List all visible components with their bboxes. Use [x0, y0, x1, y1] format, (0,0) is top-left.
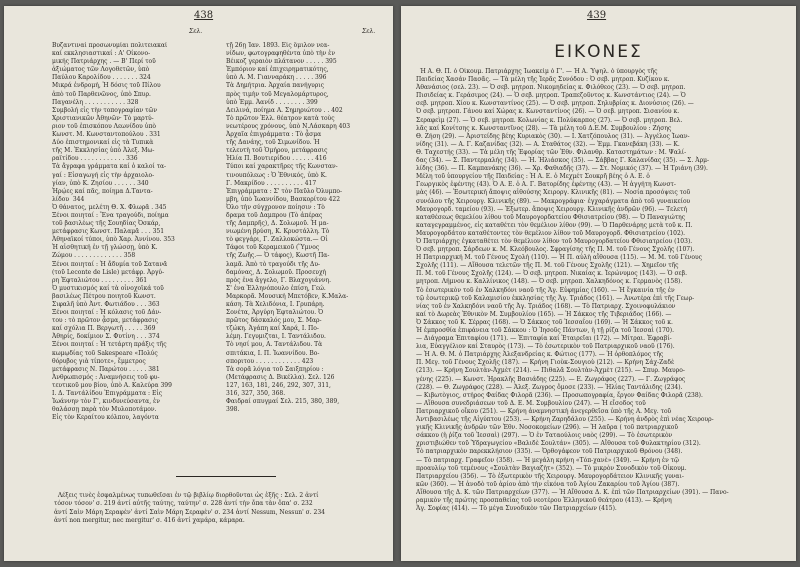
illustrations-list: Ἡ Α. Θ. Π. ὁ Οἰκουμ. Πατριάρχης Ἰωακεὶμ ὁ Γ'. — Ἡ Α. Ὑψηλ. ὁ ὑπουργὸς τῆς Παιδείας Χασάν Πασᾶς. — Τὰ μέλη τῆς Ἱερᾶς Συνόδου : Ὁ σεβ. μητροπ. Κυζίκου κ. Ἀθανάσιος (σελ. 23). — Ὁ σεβ. μητροπ. Νικομηδείας κ. Φιλόθεος (23). — Ὁ σεβ. μητροπ. Πισιδείας κ. Γεράσιμος (24). — Ὁ σεβ. μητροπ. Τραπεζοῦντος κ. Κωνστάντιος (24). — Ὁ σεβ. μητροπ. Χίου κ. Κωνσταντίνος (25). — Ὁ σεβ. μητροπ. Σηλυβρίας κ. Διονύσιος (26). — Ὁ σεβ. μητροπ. Γάνου καί Χώρας κ. Κωνσταντίνος (26). — Ὁ σεβ. μητροπ. Σισανίου κ. Σεραφεὶμ (27). — Ὁ σεβ. μητροπ. Κολωνίας κ. Πολύκαρπος (27). — Ὁ σεβ. μητροπ. Βελ. λᾶς καί Κονίτσης κ. Κωνσταντῖνος (28). — Τὰ μέλη τοῦ Δ.Ε.Μ. Συμβουλίου : Ζήσης Θ. Ζήση (29). — Ἀριστείδης βέης Κυριακὸς (30). — Ι. Χατζόπουλος (31). — Ἀγγέλος Ἰωαν- νίδης (31). — Α. Γ. Καζανίδας (32). — Α. Σταθάτος (32). — Ἐμμ. Γκανεβάκη (33). — Κ. Θ. Ταχεστής (33). — Τὰ μέλη τῆς Ἐφορίας τῶν Ἐθν. Φιλανθρ. Καταστημάτων : Μ. Ψαλί- δας (34). — Σ. Παντερμαλής (34). — Ἡ. Ἠλιάσκος (35). — Σάββας Γ. Καλανίδας (35). — Σ. Ἀρμ- λίδης (36). — Π. Καμπανάκης (36). — Χρ. Φαθιαδῆς (37). — Στ. Νομικός (37). — Ἡ Τριάνη (39). Μέλη τοῦ ὑπουργείου τῆς Παιδείας : Ἡ Α. Ε. ὁ Μεχμέτ Σουκρῆ βέης ὁ Α. Ε. ὁ Γεωργικὸς ἐφέντης (43). Ὁ Α. Ε. ὁ Α. Γ. Βατορίδης ἐφέντης (43). — Ἡ ἀγγήτη Κωνστ- μὰς (46). — Ἐσωτερική ἄποψις αἰθούσης Χειροργ. Κλινικῆς (81). — Νοσία προσόψεις τοῦ συνόλου τῆς Χειρουργ. Κλινικῆς (89). — Μακρογράφια· ἐγχαράγματα ἀπὸ τοῦ γυναικείου Μαυρογορδ. ταμείου (93). — Ἐξωτερ. ἄποψις Χειρουργ. Κλινικῆς ἀνδρῶν (96). — Τελετή καταθέσεως θεμελίου λίθου τοῦ Μαυρογορδατείου Φθισιατρείου (98). — Ὁ Παναγιώτης καταγεγραμμένος, εἰς καταθέτει τὸν θεμέλιον λίθον (99). — Ὁ Παρθενάρης μετὰ τοῦ κ. Π. Μαυρογορδάτου καταθέτοντες τὸν θεμέλιον λίθον τοῦ Μαυρογορδ. Φθισιατρείου (102). Ὁ Πατριάρχης ἐγκαταθέτει τὸν θεμέλιον λίθον τοῦ Μαυρογορδατείου Φθισιατρείου (103). Ὁ σεβ. μητροπ. Σάρδεων κ. Μ. Κλεόβουλος. Σφραγίσης τῆς Π. Μ. τοῦ Γένους Σχολῆς (107). Η Πατριαρχική Μ. τοῦ Γένους Σχολὴ (110). — Ἡ Π. αὐλὴ αἴθουσα (115). — Μ. Μ. τοῦ Γένους Σχολῆς (111). — Αἴθουσα τελετῶν τῆς Π. Μ. τοῦ Γένους Σχολῆς (121). — Χημεῖον τῆς Π. Μ. τοῦ Γένους Σχολῆς (124). — Ὁ σεβ. μητροπ. Νικαίας κ. Ἱερώνυμος (143). — Ὁ σεβ. μητροπ. Λήμνου κ. Καλλίνικος (148). — Ὁ σεβ. μητροπ. Χαλκηδόνος κ. Γερμανὸς (158). Τὸ ἐσωτερικὸν τοῦ ἐν Χαλκηδόνι ναοῦ τῆς Ἁγ. Εὐφημίας (160). — Ἡ ἔγκαινία τῆς ἐν τῷ ἐσωτερικῷ τοῦ Καλαμισίου ἐκκλησίας τῆς Ἁγ. Τριάδος (161). — Ἀνωτέρα ἐπὶ τῆς Γεωρ- νίας τοῦ ἐν Χαλκηδόνι ναοῦ τῆς Ἁγ. Τριάδος (168). — Τὸ Πατριαρχ. Σχοινοφυλάκιον καί τὸ Δωρεὰς Ἐθνικὸν Μ. Συμβουλίου (165). — Ἡ Σάκκος τῆς Τιβεριάδος (166). — Ὁ Σάκκος τοῦ Κ. Σέρρας (168). — Ὁ Σάκκος τοῦ Ἰεσσαΐου (169). — Ἡ Σάκκος τοῦ κ. Ἡ ἐμπροσθία ἐπιφάνεια τοῦ Σάκκου : Ὁ Ἰησοῦς Πάντων, ἡ τῇ ρίζα τοῦ Ἰεσσαὶ (170). — Διάγραμα Ἐπιταφίου (171). — Ἐπιταφία καί Ἐταιρεῖαι (172). — Μίτραι. Ἐφραβί- λια, Εὐαγγέλιον καί Σταυρὸς (173). — Τὸ ἐσωτερικὸν τοῦ Πατριαρχικοῦ ναοῦ (176). — Ἡ Α. Θ. Μ. ὁ Πατριάρχης Ἀλεξανδρείας κ. Φώτιος (177). — Ἡ ὀρθοπλόμος τῆς Π. Μεγ. τοῦ Γένους Σχολῆς (187). — Κρήνη Γιοὺκ-Σουγιοὺ (212). — Κρήνη Σάχ-Ζαδὲ (213). — Κρήνη Σουλτὰν-Ἀχμὲτ (214). — Πιθαλᾶ Σουλτὰν-Ἀχμὲτ (215). — Σπυρ. Μαυρο- γένης (225). — Κωνστ. Ἡρακλῆς Βασιάδης (225). — Ε. Ζωγράφος (227). — Γ. Ζωγράφος (228). — Θ. Ζωγράφος (228). — Ἀλεξ. Ζωγρος ὄμοσε (233). — Ἠλίας Ταντάλιδης (234). — Κιβωτὸγιος, στήρος Φαίδας Φιλορᾶ (236). — Προσωπογραφία, ἔργον Φαίδας Φιλορᾶ (238). — Αἴθουσα συνεδριάσεων τοῦ Δ. Ε. Μ. Συμβουλίου (247). — Ἡ εἴσοδος τοῦ Πατριαρχικοῦ οἴκου (251). — Κρήνη ἀναμνηστικὴ ἀνεγερθεῖσα ὑπὸ τῆς Α. Μεγ. τοῦ Ἀντιβασιλέως τῆς Αἰγύπτου (253). — Κρήνη Ζαρηδάλου (255). — Κρήνη ἀνδρὸς ἐπὶ νέας Χειρουρ- γικῆς Κλινικῆς ἀνδρῶν τῶν Ἐθν. Νοσοκομείων (296). — Ἡ λαῦρα ( τοῦ πατριαρχικοῦ σάκκου (ἡ ῥίζα τοῦ Ἰεσσαὶ) (297). — Ὁ ἐν Ταταούλοις ναὸς (299). — Τὸ ἐσωτερικὸν χριστιβιώθεν τοῦ Ὑδραγωγείου «Βαλιδὲ Σουλτάν» (305). — Αἴθουσα τοῦ Φυλακτηρίου (312). Τὸ πατριαρχικὸν παρεκκλήσιον (335). — Ὀρθογάφεον τοῦ Πατριαρχικοῦ Θρόνου (348). — Τὸ πατριαρχ. Γραφεῖον (358). — Ἡ μεγάλη κρήνη «Τόπ-χανὲ» (349). — Κρήνη ἐν τῷ προαυλίῳ τοῦ τεμένους «Σουλτὰν Βαγιαζὴτ» (352). — Τὸ μικρὸν Συνοδικὸν τοῦ Οἰκουμ. Πατριαρχείου (356). — Τὸ ἐξωτερικὸν τῆς Χειρουργ. Μαυρογορδάτειον Κλινικῆς γυναι- κῶν (360). — Ἡ ἀνοδὸ τοῦ ἀρίου ἀπὸ τὴν εἰκόνα τοῦ Ἀγίου Ζακαρίου τοῦ Ἁγίου (387). Αἴθουσα τῆς Δ. Κ. τῶν Πατριαρχείων (377). — Ἡ Αἴθουσα Δ. Κ. ἐπὶ τῶν Πατριαρχείων (391). — Πανο- ραμικὸν τῆς πρώτης προσπαθείας τοῦ νεοτέρου Ἑλληνικοῦ θεάτρου (413). — Κρήνη Ἁγ. Σοφίας (414). — Τὸ μέγα Συνοδικὸν τῶν Πατριαρχείων (415).: [416, 68, 729, 513]
errata-footnote: Λέξεις τινὲς ἐσφαλμένως τυπωθεῖσαι ἐν τῷ βιβλίῳ διορθοῦνται ὡς ἑξῆς : Σελ. 2 ἀντί τόσον τόσον' σ. 219 ἀντί αὐτῆς ταύτης, ταύτην' σ. 228 ἀντί τὴν ὄπα τὰν ὅπα' σ. 232 ἀντί Σαὶν Μάρη Σεραφὲν' ἀντί Σαὶν Μάρη Σεραφὲν' σ. 234 ἀντί Nessum, Nessun' σ. 234 ἀντί non mergitur, nec mergitur' σ. 416 ἀντί χαμάρα, κάμαρα.: [54, 492, 325, 525]
right-page: [401, 6, 796, 561]
column-header: Σελ.: [362, 28, 376, 35]
column-header: Σελ.: [189, 28, 203, 35]
left-page: [4, 6, 393, 561]
contents-column-1: Βυζαντιναί προσωνυμίαι πολιτειακαί καί εκκλησιαστικαί : Α' Οίκονο- μικής Πατριάρχης . — Β' Περί τοῦ ἀξιώματος τῶν Λογοθετῶν, ὑπὸ Παύλου Καρολίδου . . . . . . . 324 Μικρά ἐνδρομή, Ἡ δόσις τοῦ Πίλου ἀπὸ τοῦ Παρθενῶνος, ὑπὸ Σπυρ. Παγανέλη . . . . . . . . . . . 328 Συμβολή εἰς τὴν τοπογραφίαν τῶν Χριστιανικῶν Ἀθηνῶν· Τὸ μαρτύ- ριον τοῦ ἐπισκόπου Λεωνίδου ὑπὸ Κωνστ. Μ. Κωνσταντοπούλου . 331 Δύο ἐπιστημονικαί εἰς τὰ Τυπικὰ τῆς Μ. Ἐκκλησίας ὑπὸ Ἀλεξ. Μω- ραϊτίδου . . . . . . . . . . . . 336 Τὰ ἄγραφα γράμματα καί ὁ καλοί τα- γαί : Εἰσαγωγή εἰς τὴν ἀρχαιολο- γίαν, ὑπὸ Κ. Ζησίου . . . . . . 340 Ἡρῴες καί πᾶς, ποίημα Δ.Ταντα- λίδου 344 Ὁ θάνατος, μελέτη Θ. Χ. Φλωρᾶ . 345 Ξένοι ποιηταί : Ἕνα τραγούδι, ποίημα τοῦ βασιλέως τῆς Σουηδίας Ὀσκάρ, μετάφρασις Κωνστ. Παλαμᾶ . . . 351 Ἀθηναϊκοί τύποι, ὑπὸ Χαρ. Ἀννίνου. 353 Ἡ αἰσθητική ἐν τῇ γλώσσῃ, ὑπὸ Κ. Ζώμου . . . . . . . . . . . . . 358 Ξένοι ποιηταί : Ἡ ἄδυμία τοῦ Σατανᾶ (τοῦ Leconte de Lisle) μετάφρ. Ἀργύ- ρη Ἐφταλιώτου . . . . . . . . . 361 Ὁ μυστικισμός καί τὰ οἰνοχοϊκά τοῦ βασιλέως Πέτρου ποιητοῦ Κωνστ. Σιφαλῆ ὑπὸ Ἀντ. Φωτιάδου . . . 363 Ξένοι ποιηταί : Ἡ κόλασις τοῦ Δάν- του : τὸ πρῶτον ᾆσμα, μετάφρασις καί σχόλια Π. Βεργωτῆ . . . . . 369 Ἀθηρίς, δοκίμιον Σ. Φυτίνη . . . 374 Ξένοι ποιηταί : Ἡ τετάρτη πράξις τῆς κωμῳδίας τοῦ Sakespeare «Πολύς θόρυβος γιὰ τίποτε», ἔμμετρος μετάφρασις Ν. Παρώτου . . . . . 381 Ἀνθρωπισμός : Ἀναμνήσεις τοῦ φυ- τευτικοῦ μου βίου, ὑπὸ Α. Καλεύρα 399 Ι. Δ. Ταντάλίδου Ἐπιγράμματα : Εἰς Ἰωάννην τὸν Γ', κινδυνεύσαντα, ἐν θαλάσσῃ παρὰ τὸν Μυλοποτάμον. Εἰς τὸν Κεραίτου κόλπου, λαγόντα: [52, 42, 175, 422]
page-number: 439: [587, 10, 607, 21]
divider: [176, 476, 276, 477]
contents-column-2: τῇ 26ῃ Ἰαν. 1893. Εἰς ὅμιλον νεα- νίδων, φωτογραφηθέντα ὑπὸ τὴν ἐν Βέικοζ γεραιὸν πλάτανον . . . . . 395 Ἐμπόριον καί ἐπιχειρηματικότης, ὑπὸ Α. Μ. Γιανναράκη . . . . . 396 Τὰ Δημήτρια. Ἀρχαία πανήγυρις πρὸς τιμὴν τοῦ Μεγαλομάρτυρος, ὑπὸ Ἐμμ. Ἀανίδ . . . . . . . . 399 Δειλινά, ποίημα Α. Σημηριώτου . . 402 Τὸ πρῶτον Ἑλλ. θέατρον κατὰ τοὺς νεωτέρους χρόνους, ὑπὸ Ν.Λάσκαρη 403 Ἀρχαῖα ἐπιγράμματα : Τὸ ᾆσμα τῆς Δανάης, τοῦ Σιμωνίδου. Ἡ τελευτὴ τοῦ Ὁμήρου, μετάφρασις Ἡλία Π. Βουτιερίδου . . . . . . 416 Τύποι καί χαρακτῆρες τῆς Κωνσταν- τινουπόλεως : Ὁ Ἐθνικός, ὑπὸ Κ. Γ. Μακρίδου . . . . . . . . . . 417 Ἐπιγράμματα : Σ' τὸν Παῦλο Ὀλυμπο- μβη, ὑπὸ Ἰωαννίδου, Βασκορίτου 422 Ὁλο τὴν σύγχρονον ποίησιν : Τὸ δραμα τοῦ Δαμπρου (Τὸ ἀπέρας τῆς Δαμπρῆς), Δ. Σολωμοῦ. Ἡ μα- νιωμένη βρύση, Κ. Κρυστάλλη. Τὸ τὸ φεγγάρι, Γ. Ζαλλοκώστα.— Οἱ Τάφοι τοῦ Κεραμεικοῦ (Ὕμνος τῆς Ζωῆς.— Ὁ τάφος), Κωστῆ Πα- λαμᾶ. Ἀπὸ τὸ τραγούδι τῆς Δυ- δαμόνας, Δ. Σολωμοῦ. Προσευχὴ πρὸς ἐνα ἄγγελο, Γ. Βλαχογιάννη. Σ' ἐνα Ἑλληνόπουλο ἐπίση, Γεώ. Μαρκορᾶ. Μουσική Μπετόβεν, Κ.Μαλα- κάση. Τὰ Χελιδόνια, Ι. Γρυπάρη. Σονέτα, Ἀργύρη Ἐφταλιώτου. Ὁ πρῶτος δάσκαλός μου, Σ. Μαρ- τζώκη. Ἀγάπη καί Χαρά, Ι. Πο- λέμη. Γεγυμιζται, Ι. Ταντάλιδου. Τὸ νησί μου, Α. Ταντάλιδου. Τὰ σπιτάκια, Ι. Π. Ἰωαννίδου. Βο- σποριτου . . . . . . . . . . . . 423 Τὰ σορᾶ λόγια τοῦ Σαιξπηρίου : (Μετάφρασις Δ. Βικέλλα). Σελ. 126 127, 163, 181, 246, 292, 307, 311, 316, 327, 350, 368. Φαιδραί σπυγμαί Σελ. 215, 380, 389, 398.: [226, 42, 351, 414]
section-title: ΕΙΚΟΝΕΣ: [554, 42, 643, 62]
page-number: 438: [194, 10, 214, 21]
